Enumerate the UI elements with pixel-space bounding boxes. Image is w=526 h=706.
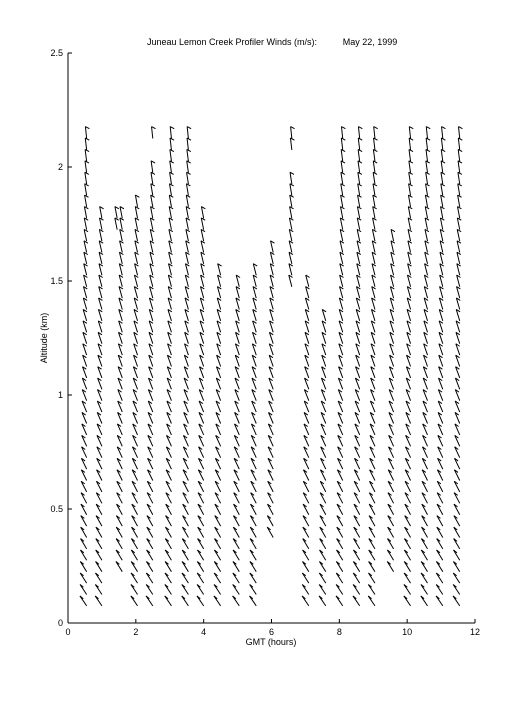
wind-barb-staff	[453, 584, 460, 594]
y-tick-label: 0	[57, 618, 63, 628]
wind-barb-staff	[233, 573, 239, 583]
wind-barb-staff	[422, 516, 428, 526]
chart-date: May 22, 1999	[342, 37, 398, 47]
wind-barb-staff	[358, 138, 359, 150]
wind-barb-staff	[151, 207, 153, 219]
wind-barb-staff	[369, 516, 375, 526]
y-tick-label: 1.5	[50, 276, 63, 286]
wind-barb-staff	[441, 207, 443, 219]
wind-barb-staff	[374, 127, 375, 139]
wind-barb-staff	[358, 127, 359, 139]
wind-barb-staff	[96, 516, 102, 526]
wind-barb-staff	[267, 527, 273, 537]
wind-barb-staff	[80, 562, 86, 572]
wind-barb-staff	[116, 516, 122, 526]
wind-barb-staff	[165, 584, 172, 594]
wind-barb-staff	[151, 161, 153, 173]
x-tick-label: 0	[65, 627, 71, 637]
wind-barb-staff	[404, 539, 410, 549]
wind-barb-staff	[81, 527, 87, 537]
wind-barb-staff	[369, 550, 375, 560]
wind-barb-staff	[441, 184, 443, 196]
wind-barb-staff	[336, 584, 343, 594]
wind-barb-staff	[341, 195, 343, 207]
wind-barb-staff	[358, 184, 360, 196]
wind-barb-staff	[421, 584, 428, 594]
wind-barb-staff	[426, 127, 427, 139]
x-tick-label: 2	[133, 627, 139, 637]
wind-barb-staff	[405, 527, 411, 537]
wind-barb-staff	[166, 504, 172, 515]
wind-barb-staff	[336, 550, 342, 560]
wind-barb-staff	[116, 527, 122, 537]
wind-barb-staff	[442, 127, 443, 139]
y-axis-label: Altitude (km)	[39, 312, 49, 364]
wind-barb-staff	[441, 138, 442, 150]
wind-barb-staff	[341, 161, 343, 173]
wind-barb-staff	[388, 504, 394, 515]
wind-barb-staff	[250, 539, 256, 549]
wind-barb-staff	[353, 584, 360, 594]
wind-barb-staff	[186, 207, 188, 219]
wind-barb-staff	[373, 195, 375, 207]
wind-barb-staff	[233, 584, 240, 594]
wind-barb-staff	[319, 573, 325, 583]
wind-barb-staff	[409, 172, 411, 184]
wind-barb-staff	[165, 573, 171, 583]
x-tick-label: 12	[469, 627, 481, 637]
wind-barb-staff	[373, 172, 375, 184]
wind-barb-staff	[369, 539, 375, 549]
wind-barb-staff	[421, 562, 427, 572]
wind-barb-staff	[303, 550, 309, 560]
wind-barb-staff	[320, 516, 326, 526]
wind-barb-staff	[233, 562, 239, 572]
wind-barb-staff	[198, 539, 204, 549]
wind-barb-staff	[358, 161, 360, 173]
wind-barb-staff	[374, 138, 375, 150]
wind-barb-staff	[441, 161, 443, 173]
wind-barb-staff	[369, 562, 375, 572]
wind-barb-staff	[85, 138, 86, 150]
wind-barb-staff	[369, 504, 375, 515]
wind-barb-staff	[85, 149, 87, 161]
wind-barb-staff	[337, 504, 343, 515]
wind-barb-staff	[453, 562, 459, 572]
wind-barb-staff	[96, 504, 102, 515]
wind-barb-staff	[358, 149, 360, 161]
wind-barb-staff	[341, 172, 343, 184]
wind-barb-staff	[80, 584, 87, 594]
wind-barb-staff	[426, 149, 428, 161]
wind-barb-staff	[337, 516, 343, 526]
wind-barb-staff	[436, 562, 442, 572]
wind-barb-staff	[437, 539, 443, 549]
wind-barb-staff	[354, 516, 360, 526]
wind-barb-staff	[146, 584, 153, 594]
wind-barb-staff	[302, 562, 308, 572]
wind-barb-staff	[320, 527, 326, 537]
wind-barb-staff	[437, 504, 443, 515]
wind-barb-staff	[96, 562, 102, 572]
wind-barb-staff	[96, 527, 102, 537]
wind-barb-staff	[290, 195, 292, 207]
wind-barb-staff	[215, 504, 221, 515]
wind-barb-staff	[341, 184, 343, 196]
wind-barb-staff	[457, 207, 459, 219]
wind-barb-staff	[337, 539, 343, 549]
wind-barb-staff	[358, 195, 360, 207]
wind-barb-staff	[115, 207, 117, 219]
wind-barb-staff	[436, 573, 442, 583]
wind-barb-staff	[233, 539, 239, 549]
wind-barb-staff	[458, 127, 459, 139]
y-tick-label: 2	[57, 162, 63, 172]
wind-barb-staff	[336, 573, 342, 583]
wind-barb-staff	[100, 207, 102, 219]
wind-barb-staff	[320, 539, 326, 549]
wind-barb-staff	[387, 550, 393, 560]
wind-barb-staff	[368, 573, 374, 583]
wind-barb-staff	[437, 527, 443, 537]
wind-barb-staff	[85, 172, 87, 184]
wind-barb-staff	[409, 184, 411, 196]
wind-barb-staff	[319, 584, 326, 594]
wind-barb-staff	[404, 584, 411, 594]
x-tick-label: 4	[201, 627, 207, 637]
wind-barb-staff	[233, 527, 239, 537]
wind-barb-staff	[422, 527, 428, 537]
wind-barb-staff	[425, 195, 427, 207]
wind-barb-staff	[214, 550, 220, 560]
wind-barb-staff	[165, 562, 171, 572]
wind-barb-staff	[421, 573, 427, 583]
wind-barb-staff	[373, 149, 375, 161]
wind-barb-staff	[233, 516, 239, 526]
wind-barb-staff	[458, 184, 460, 196]
wind-barb-staff	[132, 516, 138, 526]
wind-barb-staff	[116, 562, 122, 572]
wind-barb-staff	[182, 550, 188, 560]
wind-barb-staff	[441, 195, 443, 207]
wind-barb-staff	[234, 504, 240, 515]
wind-barb-staff	[214, 584, 221, 594]
wind-barb-staff	[169, 195, 171, 207]
wind-barb-staff	[454, 504, 460, 515]
wind-barb-staff	[215, 539, 221, 549]
wind-barb-staff	[147, 527, 153, 537]
wind-barb-staff	[170, 127, 171, 139]
wind-barb-staff	[116, 539, 122, 549]
wind-barb-staff	[341, 149, 343, 161]
wind-barb-staff	[132, 527, 138, 537]
wind-barb-staff	[320, 550, 326, 560]
wind-barb-staff	[147, 504, 153, 515]
wind-barb-staff	[458, 149, 460, 161]
wind-barb-staff	[353, 573, 359, 583]
wind-barb-staff	[197, 562, 203, 572]
wind-barb-staff	[290, 172, 292, 184]
wind-barb-staff	[120, 207, 122, 219]
wind-barb-staff	[454, 550, 460, 560]
wind-barb-staff	[96, 539, 102, 549]
wind-barb-staff	[131, 562, 137, 572]
wind-barb-staff	[405, 504, 411, 515]
wind-barbs	[80, 127, 463, 606]
wind-barb-staff	[131, 550, 137, 560]
wind-barb-staff	[437, 516, 443, 526]
wind-barb-staff	[131, 573, 137, 583]
wind-barb-staff	[290, 184, 292, 196]
wind-barb-staff	[404, 562, 410, 572]
wind-barb-staff	[425, 207, 427, 219]
wind-barb-staff	[117, 504, 123, 515]
y-tick-label: 1	[57, 390, 63, 400]
wind-barb-staff	[80, 550, 86, 560]
x-tick-label: 6	[268, 627, 275, 637]
wind-barb-staff	[250, 550, 256, 560]
wind-barb-staff	[146, 562, 152, 572]
wind-barb-staff	[320, 504, 326, 515]
wind-barb-staff	[458, 195, 460, 207]
wind-barb-staff	[182, 539, 188, 549]
wind-barb-staff	[198, 504, 204, 515]
wind-barb-staff	[95, 573, 101, 583]
wind-barb-staff	[147, 539, 153, 549]
wind-barb-staff	[250, 516, 256, 526]
wind-barb-staff	[151, 195, 153, 207]
wind-barb-staff	[388, 516, 394, 526]
wind-barb-staff	[251, 504, 257, 515]
wind-barb-staff	[198, 516, 204, 526]
wind-barb-staff	[426, 161, 428, 173]
wind-barb-staff	[197, 573, 203, 583]
wind-barb-staff	[458, 161, 460, 173]
wind-barb-staff	[250, 527, 256, 537]
wind-barb-staff	[147, 516, 153, 526]
wind-barb-staff	[147, 550, 153, 560]
wind-barb-staff	[422, 504, 428, 515]
wind-barb-staff	[373, 161, 375, 173]
wind-barb-staff	[187, 127, 188, 139]
wind-barb-staff	[131, 539, 137, 549]
wind-barb-staff	[290, 138, 291, 150]
wind-barb-staff	[426, 172, 428, 184]
wind-barb-staff	[290, 207, 292, 219]
wind-barb-staff	[426, 184, 428, 196]
wind-barb-staff	[454, 516, 460, 526]
wind-barb-staff	[437, 550, 443, 560]
wind-barb-staff	[214, 562, 220, 572]
y-tick-label: 0.5	[50, 504, 63, 514]
wind-barb-staff	[458, 138, 459, 150]
wind-barb-staff	[368, 584, 375, 594]
wind-barb-staff	[182, 573, 188, 583]
wind-barb-staff	[303, 504, 309, 515]
wind-barb-staff	[85, 161, 87, 173]
wind-barb-staff	[152, 127, 153, 139]
wind-barb-staff	[302, 573, 308, 583]
wind-barb-staff	[215, 527, 221, 537]
wind-barb-staff	[85, 184, 87, 196]
wind-barb-staff	[135, 207, 137, 219]
wind-barb-staff	[183, 504, 189, 515]
wind-barb-staff	[170, 172, 172, 184]
wind-barb-staff	[165, 539, 171, 549]
wind-barb-staff	[151, 184, 153, 196]
wind-barb-staff	[353, 562, 359, 572]
wind-barb-staff	[186, 195, 188, 207]
wind-barb-staff	[404, 573, 410, 583]
wind-barb-staff	[302, 584, 309, 594]
wind-barb-staff	[169, 207, 171, 219]
wind-barb-staff	[426, 138, 427, 150]
wind-barb-staff	[151, 172, 153, 184]
x-tick-label: 10	[402, 627, 413, 637]
wind-barb-staff	[441, 172, 443, 184]
wind-barb-staff	[354, 539, 360, 549]
y-axis-ticks	[50, 48, 72, 628]
wind-barb-staff	[170, 149, 172, 161]
wind-barb-staff	[201, 207, 203, 219]
wind-barb-staff	[81, 539, 87, 549]
wind-barb-staff	[84, 207, 86, 219]
wind-barb-staff	[182, 584, 189, 594]
wind-barb-staff	[421, 550, 427, 560]
x-axis-label: GMT (hours)	[245, 637, 297, 647]
wind-barb-staff	[303, 539, 309, 549]
x-tick-label: 8	[336, 627, 342, 637]
wind-barb-staff	[85, 127, 86, 139]
wind-barb-staff	[183, 516, 189, 526]
wind-barb-staff	[421, 539, 427, 549]
wind-barb-staff	[387, 562, 393, 572]
wind-barb-staff	[250, 584, 257, 594]
wind-barb-staff	[454, 539, 460, 549]
wind-barb-staff	[96, 550, 102, 560]
wind-barb-staff	[354, 504, 360, 515]
x-axis-ticks	[65, 619, 480, 637]
wind-barb-staff	[387, 539, 393, 549]
wind-barb-staff	[81, 504, 87, 515]
wind-barb-staff	[170, 138, 171, 150]
wind-barb-staff	[187, 149, 189, 161]
wind-barb-staff	[267, 504, 273, 515]
wind-barb-staff	[441, 149, 443, 161]
wind-barb-staff	[405, 516, 411, 526]
wind-barb-staff	[81, 516, 87, 526]
wind-barb-staff	[267, 516, 273, 526]
wind-barb-staff	[135, 195, 137, 207]
wind-barb-staff	[408, 195, 410, 207]
wind-barb-staff	[409, 161, 411, 173]
wind-barb-staff	[388, 527, 394, 537]
wind-barb-staff	[198, 527, 204, 537]
wind-barb-staff	[166, 516, 172, 526]
wind-barb-staff	[197, 550, 203, 560]
wind-barb-staff	[454, 527, 460, 537]
wind-barb-staff	[187, 138, 188, 150]
wind-barb-staff	[354, 527, 360, 537]
wind-barb-staff	[215, 516, 221, 526]
wind-barb-staff	[303, 516, 309, 526]
wind-barb-staff	[436, 584, 443, 594]
wind-barb-staff	[353, 550, 359, 560]
wind-barb-staff	[165, 550, 171, 560]
wind-barb-staff	[197, 584, 204, 594]
wind-barb-staff	[409, 138, 410, 150]
wind-barb-staff	[291, 127, 292, 139]
wind-barb-staff	[186, 184, 188, 196]
wind-barb-staff	[116, 550, 122, 560]
wind-barb-staff	[182, 562, 188, 572]
wind-barb-staff	[250, 562, 256, 572]
wind-barb-staff	[336, 562, 342, 572]
wind-barb-staff	[182, 527, 188, 537]
wind-barb-staff	[85, 195, 87, 207]
wind-barb-staff	[169, 184, 171, 196]
wind-barb-staff	[373, 207, 375, 219]
wind-barb-staff	[80, 573, 86, 583]
wind-barb-staff	[408, 207, 410, 219]
wind-barb-staff	[404, 550, 410, 560]
wind-barb-staff	[303, 527, 309, 537]
wind-barb-staff	[373, 184, 375, 196]
wind-barb-staff	[341, 127, 342, 139]
wind-barb-staff	[187, 172, 189, 184]
wind-barb-staff	[233, 550, 239, 560]
wind-barb-staff	[250, 573, 256, 583]
wind-barb-staff	[214, 573, 220, 583]
wind-barb-staff	[170, 161, 172, 173]
wind-barb-staff	[409, 127, 410, 139]
wind-barb-staff	[337, 527, 343, 537]
wind-barb-staff	[319, 562, 325, 572]
wind-barb-staff	[358, 172, 360, 184]
wind-barb-staff	[146, 573, 152, 583]
wind-barb-staff	[95, 584, 102, 594]
wind-barb-staff	[341, 138, 342, 150]
wind-barb-staff	[187, 161, 189, 173]
wind-barb-staff	[131, 584, 138, 594]
wind-barb-staff	[453, 573, 459, 583]
wind-barb-staff	[409, 149, 411, 161]
y-tick-label: 2.5	[50, 48, 63, 58]
wind-barb-staff	[369, 527, 375, 537]
chart-title: Juneau Lemon Creek Profiler Winds (m/s):	[146, 37, 318, 47]
wind-barb-staff	[357, 207, 359, 219]
wind-barb-staff	[458, 172, 460, 184]
wind-barb-staff	[165, 527, 171, 537]
wind-barb-staff	[132, 504, 138, 515]
wind-barb-staff	[340, 207, 342, 219]
